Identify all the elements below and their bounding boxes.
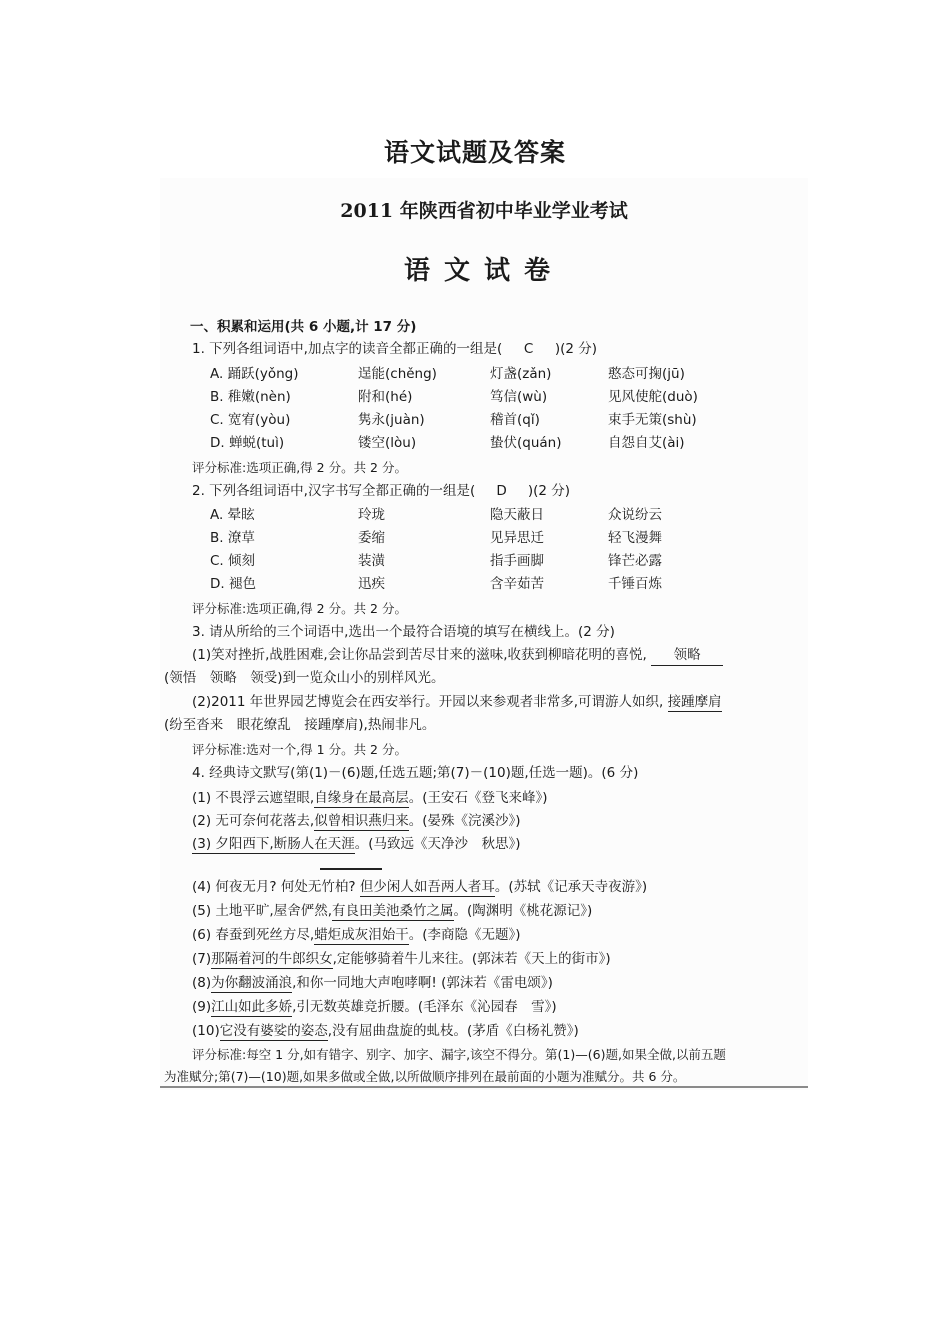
q1-b-4: 见风使舵(duò) [608,389,698,405]
q4-item-7-post: ,定能够骑着牛儿来往。(郭沫若《天上的街市》) [332,951,611,967]
q4-item-9-pre: (9) [192,999,212,1015]
q2-c-2: 装潢 [358,553,385,569]
q1-score: )(2 分) [554,341,598,357]
q4-item-10-pre: (10) [192,1023,220,1039]
q4-item-1-pre: (1) 不畏浮云遮望眼, [192,790,315,806]
q4-item-6-pre: (6) 春蚕到死丝方尽, [192,927,315,943]
q2-d-4: 千锤百炼 [608,576,662,592]
q1-option-d [210,434,770,452]
q3-stem: 3. 请从所给的三个词语中,选出一个最符合语境的填写在横线上。(2 分) [192,624,615,640]
q1-d-2: 镂空(lòu) [358,435,417,451]
document-title: 语文试题及答案 [383,138,566,167]
q2-d-1: D. 褪色 [210,576,256,592]
q3-part2-continued: (纷至沓来 眼花缭乱 接踵摩肩),热闹非凡。 [164,717,436,733]
q2-a-4: 众说纷云 [608,507,662,523]
q4-item-6 [192,926,521,944]
q1-c-2: 隽永(juàn) [358,412,425,428]
q2-a-1: A. 晕眩 [210,507,255,523]
q1-option-b [210,388,770,406]
q4-item-1-post: 。(王安石《登飞来峰》) [408,790,548,806]
q1-a-1: A. 踊跃(yǒng) [210,366,299,382]
q4-item-1 [192,789,548,807]
q4-item-10 [192,1022,579,1040]
q4-item-1-answer: 自缘身在最高层 [314,790,409,806]
q2-criteria: 评分标准:选项正确,得 2 分。共 2 分。 [192,601,407,616]
scanned-exam-page [160,178,808,1090]
q2-d-3: 含辛茹苦 [490,576,544,592]
q4-item-3 [192,835,521,853]
q1-option-a [210,365,770,383]
q2-stem-text: 2. 下列各组词语中,汉字书写全都正确的一组是( [192,483,476,499]
q4-item-3-pre: (3) 夕阳西下,断肠人在天涯 [192,836,355,852]
q4-item-8-pre: (8) [192,975,212,991]
blank-line [320,868,382,870]
q4-item-9-post: ,引无数英雄竞折腰。(毛泽东《沁园春 雪》) [292,999,557,1015]
q2-option-b [210,529,770,547]
q1-d-1: D. 蝉蜕(tuì) [210,435,285,451]
q2-c-3: 指手画脚 [490,553,544,569]
section-heading: 一、积累和运用(共 6 小题,计 17 分) [190,319,417,335]
q1-b-3: 笃信(wù) [490,389,548,405]
q4-item-4-post: 。(苏轼《记承天寺夜游》) [494,879,648,895]
q2-option-d [210,575,770,593]
q2-a-3: 隐天蔽日 [490,507,544,523]
q3-criteria: 评分标准:选对一个,得 1 分。共 2 分。 [192,742,407,757]
q4-item-9 [192,998,557,1016]
q4-stem: 4. 经典诗文默写(第(1)－(6)题,任选五题;第(7)－(10)题,任选一题)。(6 分) [192,765,639,781]
q4-criteria-line1: 评分标准:每空 1 分,如有错字、别字、加字、漏字,该空不得分。第(1)—(6)题,如果全做,以前五题 [192,1047,726,1062]
q4-item-7 [192,950,611,968]
q4-item-7-pre: (7) [192,951,212,967]
q1-b-2: 附和(hé) [358,389,413,405]
q1-stem-text: 1. 下列各组词语中,加点字的读音全都正确的一组是( [192,341,503,357]
q4-item-2 [192,812,521,830]
q4-item-6-answer: 蜡炬成灰泪始干 [314,927,409,943]
q3-part2-answer: 接踵摩肩 [667,694,722,710]
q2-score: )(2 分) [527,483,571,499]
q1-criteria: 评分标准:选项正确,得 2 分。共 2 分。 [192,460,407,475]
q4-item-7-answer: 那隔着河的牛郎织女 [211,951,333,967]
q2-answer: D [496,483,507,499]
q4-item-10-answer: 它没有婆娑的姿态 [219,1023,328,1039]
q1-option-c [210,411,770,429]
q4-item-8-post: ,和你一同地大声咆哮啊! (郭沫若《雷电颂》) [292,975,553,991]
q3-part1 [192,646,723,666]
scan-bottom-edge [160,1086,808,1088]
q1-c-3: 稽首(qǐ) [490,412,540,428]
q2-a-2: 玲珑 [358,507,385,523]
q3-part2 [192,693,722,711]
q2-c-4: 锋芒必露 [608,553,662,569]
paper-title: 语文试卷 [403,256,564,286]
q3-part1-text: (1)笑对挫折,战胜困难,会让你品尝到苦尽甘来的滋味,收获到柳暗花明的喜悦, [192,647,647,663]
q4-item-5-post: 。(陶渊明《桃花源记》) [453,903,593,919]
q2-b-1: B. 潦草 [210,530,255,546]
q4-item-2-post: 。(晏殊《浣溪沙》) [408,813,521,829]
q4-item-5-pre: (5) 土地平旷,屋舍俨然, [192,903,332,919]
q1-d-4: 自怨自艾(ài) [608,435,685,451]
q4-item-2-pre: (2) 无可奈何花落去, [192,813,315,829]
q4-item-2-answer: 似曾相识燕归来 [314,813,409,829]
q4-item-4 [192,878,647,896]
q1-a-2: 逞能(chěng) [358,366,437,382]
q1-c-4: 束手无策(shù) [608,412,697,428]
q1-d-3: 蛰伏(quán) [490,435,562,451]
q2-d-2: 迅疾 [358,576,385,592]
q2-option-a [210,506,770,524]
q1-stem [192,340,597,358]
q1-a-3: 灯盏(zǎn) [490,366,552,382]
q4-item-8-answer: 为你翻波涌浪 [211,975,293,991]
q4-item-8 [192,974,553,992]
q2-stem [192,482,570,500]
q4-criteria-line2: 为准赋分;第(7)—(10)题,如果多做或全做,以所做顺序排列在最前面的小题为准赋分。共 6 分。 [164,1069,686,1084]
q1-a-4: 憨态可掬(jū) [608,366,685,382]
q3-part1-continued: (领悟 领略 领受)到一览众山小的别样风光。 [164,670,445,686]
q2-option-c [210,552,770,570]
q4-item-5 [192,902,592,920]
q3-part2-text: (2)2011 年世界园艺博览会在西安举行。开园以来参观者非常多,可谓游人如织, [192,694,664,710]
exam-title: 2011 年陕西省初中毕业学业考试 [340,200,628,222]
q4-item-9-answer: 江山如此多娇 [211,999,293,1015]
q4-item-5-answer: 有良田美池桑竹之属 [332,903,454,919]
q2-b-4: 轻飞漫舞 [608,530,662,546]
q1-answer: C [523,341,534,357]
q2-c-1: C. 倾刻 [210,553,256,569]
q4-item-4-answer: 但少闲人如吾两人者耳 [359,879,495,895]
q2-b-3: 见异思迁 [490,530,544,546]
q4-item-3-post: 。(马致远《天净沙 秋思》) [354,836,521,852]
q4-item-4-pre: (4) 何夜无月? 何处无竹柏? [192,879,360,895]
q3-part1-answer: 领略 [651,646,723,666]
q2-b-2: 委缩 [358,530,385,546]
q4-item-10-post: ,没有屈曲盘旋的虬枝。(茅盾《白杨礼赞》) [327,1023,579,1039]
q1-b-1: B. 稚嫩(nèn) [210,389,291,405]
q1-c-1: C. 宽宥(yòu) [210,412,291,428]
q4-item-6-post: 。(李商隐《无题》) [408,927,521,943]
